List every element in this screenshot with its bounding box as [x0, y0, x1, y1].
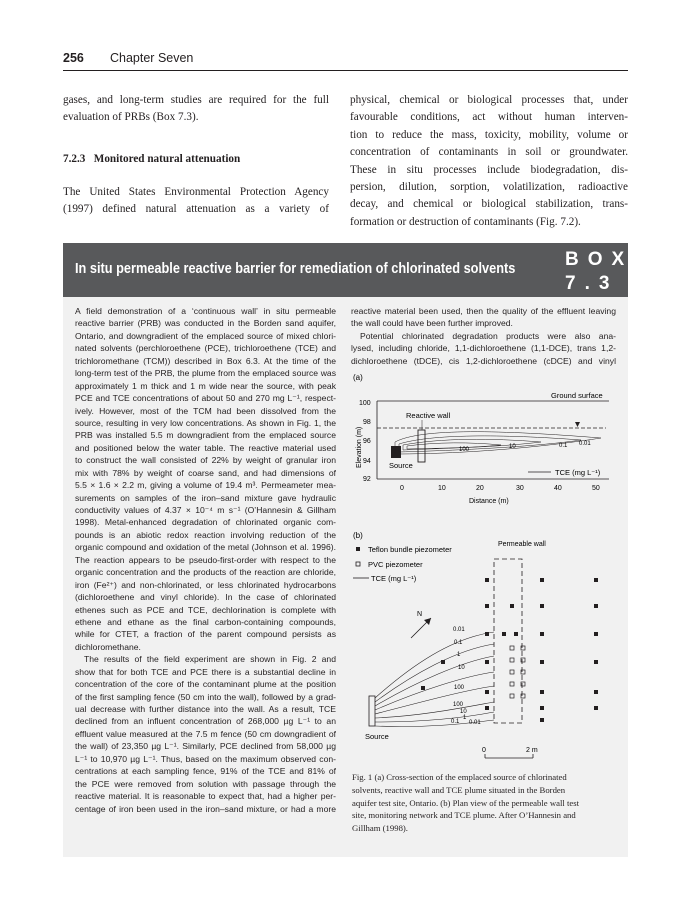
piezometer-marker: [594, 632, 598, 636]
plume-contour: [375, 632, 494, 698]
contour-label: 10: [458, 665, 465, 671]
x-tick: 0: [400, 485, 404, 492]
piezometer-marker: [510, 670, 514, 674]
text-line: The reaction appears to be pseudo-first-order with respect to the: [75, 554, 336, 565]
piezometer-marker: [540, 706, 544, 710]
y-tick: 94: [363, 458, 371, 465]
text-line: organic compound and oxidation of the metal (Johnson et al. 1996).: [75, 542, 336, 553]
legend-pvc: PVC piezometer: [368, 560, 423, 569]
reactive-wall-label: Reactive wall: [406, 411, 451, 420]
figure-caption: [352, 771, 579, 835]
text-line: show that for both TCE and PCE there is a substantial decline in: [75, 666, 336, 677]
contour-label: 1: [457, 652, 461, 658]
text-line: tion to reduce the mass, toxicity, mobility, volume or: [350, 128, 628, 141]
source-label: Source: [389, 461, 413, 470]
piezometer-marker: [594, 706, 598, 710]
box-label-number: 7.3: [565, 273, 619, 294]
scale-end: 2 m: [526, 747, 538, 754]
permeable-wall-label: Permeable wall: [498, 541, 546, 548]
y-tick: 98: [363, 419, 371, 426]
text-line: (1997) defined natural attenuation as a variety of: [63, 203, 329, 216]
piezometer-marker: [421, 686, 425, 690]
plume-contour: [375, 644, 494, 702]
contour-label: 100: [453, 702, 464, 708]
source-outline: [369, 696, 375, 726]
x-tick: 40: [554, 485, 562, 492]
text-line: (dichloroethene and vinyl chloride). In the case of chlorinated: [75, 592, 336, 603]
plume-contour: [375, 686, 494, 714]
text-line: conductivity values of 4.37 × 10⁻⁴ m s⁻¹ (O’Hannesin & Gillham: [75, 505, 336, 515]
piezometer-marker: [485, 690, 489, 694]
piezometer-marker: [540, 604, 544, 608]
right-column: [350, 92, 628, 231]
contour-label: 10: [460, 709, 467, 715]
piezometer-marker: [540, 690, 544, 694]
piezometer-marker: [510, 694, 514, 698]
text-line: ual decrease with further distance into the wall. As a result, TCE: [75, 704, 336, 714]
contour-label: 0.1: [454, 640, 463, 646]
piezometer-marker: [441, 660, 445, 664]
piezometer-marker: [510, 604, 514, 608]
source-label: Source: [365, 732, 389, 741]
text-line: declined from an influent concentration of 268,000 µg L⁻¹ to an: [75, 716, 336, 727]
scale-start: 0: [482, 747, 486, 754]
piezometer-marker: [510, 646, 514, 650]
box-left-column: [75, 305, 336, 815]
text-line: ethene and ethane as the final carbon-containing compounds,: [75, 616, 336, 627]
piezometer-marker: [485, 660, 489, 664]
contour-label: 10: [509, 444, 516, 450]
text-line: decay, and chemical or biological stabilization, trans-: [350, 198, 628, 211]
text-line: pounds is an abiotic redox reaction involving reduction of the: [75, 529, 336, 540]
text-line: L⁻¹ to 10,970 µg L⁻¹. Thus, based on the maximum observed con-: [75, 753, 336, 764]
contour-label: 0.01: [579, 441, 591, 447]
plume-contour: [375, 656, 494, 706]
text-line: the PCE were removed from solution with passage through the: [75, 778, 336, 789]
piezometer-marker: [540, 632, 544, 636]
y-tick: 96: [363, 438, 371, 445]
caption-line: Fig. 1 (a) Cross-section of the emplaced source of chlorinated: [352, 772, 567, 782]
legend-tce: TCE (mg L⁻¹): [371, 574, 417, 583]
water-table-marker: [575, 422, 580, 427]
figure-panel-a: [351, 368, 621, 508]
piezometer-marker: [485, 604, 489, 608]
contour-label: 100: [459, 447, 470, 453]
x-tick: 50: [592, 485, 600, 492]
piezometer-marker: [540, 718, 544, 722]
text-line: persion, dilution, sorption, volatilization, radioactive: [350, 180, 628, 193]
piezometer-marker: [594, 690, 598, 694]
text-line: These in situ processes include biodegradation, dis-: [350, 163, 628, 176]
caption-line: site, monitoring network and TCE plume. After O’Hannesin and: [352, 810, 576, 821]
permeable-wall: [494, 559, 522, 723]
text-line: organic concentration and the products of the reaction are chloride,: [75, 567, 336, 578]
text-line: dichloromethane.: [75, 641, 141, 652]
left-column: [63, 92, 329, 127]
text-line: ively. However, most of the TCM had been dissolved from the: [75, 405, 336, 416]
text-line: surements on samples of the iron–sand mixture gave hydraulic: [75, 492, 336, 503]
text-line: Ontario, and downgradient of the emplaced source of mixed chlori-: [75, 330, 336, 341]
text-line: source, resulting in very low concentrations. As shown in Fig. 1, the: [75, 417, 336, 428]
caption-line: Gillham (1998).: [352, 823, 408, 834]
contour-label: 0.01: [469, 720, 481, 726]
text-line: ethenes such as PCE and TCE, dechlorination is complete with: [75, 604, 336, 615]
text-line: centage of iron been used in the iron–sand mixture, or had a more: [75, 803, 336, 814]
text-line: PRB was installed 5.5 m downgradient from the emplaced source: [75, 430, 336, 441]
section-title: Monitored natural attenuation: [93, 153, 241, 165]
contour-label: 100: [454, 685, 465, 691]
chapter-title: Chapter Seven: [110, 51, 194, 65]
text-line: gases, and long-term studies are required for the full: [63, 94, 329, 106]
x-tick: 10: [438, 485, 446, 492]
plume-contour: [395, 432, 601, 454]
text-line: concentration of the core of the contaminant plume at the position: [75, 679, 336, 690]
caption-line: aquifer test site, Ontario. (b) Plan view of the permeable wall test: [352, 797, 580, 808]
box-label-word: BOX: [565, 249, 634, 270]
teflon-legend-marker: [356, 547, 360, 551]
legend-teflon: Teflon bundle piezometer: [368, 545, 452, 554]
text-line: reactive barrier (PRB) was conducted in the Borden sand aquifer,: [75, 318, 336, 329]
plume-contour: [375, 702, 494, 718]
text-line: The United States Environmental Protection Agency: [63, 186, 329, 198]
contour-label: 0.1: [559, 443, 568, 449]
text-line: physical, chemical or biological processes that, under: [350, 94, 628, 106]
text-line: 1998). Metal-enhanced degradation of chlorinated organic com-: [75, 517, 336, 528]
y-axis-label: Elevation (m): [356, 426, 363, 468]
pvc-piezometer-grid: [510, 646, 525, 698]
text-line: to construct the wall consisted of 22% by weight of granular iron: [75, 455, 336, 466]
text-line: A field demonstration of a ‘continuous wall’ in situ permeable: [75, 306, 336, 316]
text-line: concentration of contaminants in soil or groundwater.: [350, 146, 628, 159]
text-line: approximately 1 m thick and 1 m wide near the source, with peak: [75, 380, 336, 391]
text-line: The results of the field experiment are shown in Fig. 2 and: [84, 654, 336, 665]
text-line: dichloroethene (tDCE), cis 1,2-dichloroethene (cDCE) and vinyl: [351, 355, 616, 366]
piezometer-marker: [502, 632, 506, 636]
text-line: 5.5 × 1.6 × 2.2 m, giving a volume of 19.4 m³. Permeameter mea-: [75, 480, 336, 491]
teflon-piezometer-grid: [421, 578, 598, 722]
contour-label: 1: [463, 715, 467, 721]
left-column-continued: [63, 184, 329, 219]
piezometer-marker: [521, 658, 525, 662]
text-line: and positioned below the water table. The reactive material used: [75, 442, 336, 453]
text-line: iron (Fe²⁺) and non-chlorinated, or less chlorinated hydrocarbons: [75, 579, 336, 590]
text-line: while for CTET, a fraction of the parent compound persists as: [75, 629, 336, 640]
x-tick: 30: [516, 485, 524, 492]
y-tick: 92: [363, 476, 371, 483]
panel-a-label: (a): [353, 373, 363, 382]
piezometer-marker: [510, 682, 514, 686]
text-line: reactive material. It is reasonable to expect that, had a higher per-: [75, 791, 336, 802]
caption-line: solvents, reactive wall and TCE plume situated in the Borden: [352, 784, 566, 795]
section-heading: [63, 153, 240, 165]
piezometer-marker: [485, 706, 489, 710]
piezometer-marker: [540, 660, 544, 664]
text-line: lysed, including chloride, 1,1-dichloroethene (1,1-DCE), trans 1,2-: [351, 343, 616, 354]
piezometer-marker: [521, 646, 525, 650]
text-line: reactive material been used, then the quality of the effluent leaving: [351, 306, 616, 316]
text-line: nated solvents (perchloroethene (PCE), trichloroethene (TCE) and: [75, 343, 336, 354]
piezometer-marker: [521, 682, 525, 686]
text-line: Potential chlorinated degradation products were also ana-: [360, 330, 616, 341]
piezometer-marker: [521, 670, 525, 674]
page-number: 256: [63, 51, 84, 65]
text-line: formation or destruction of contaminants (Fig. 7.2).: [350, 215, 581, 228]
figure-panel-b: [351, 526, 621, 766]
box-title: In situ permeable reactive barrier for remediation of chlorinated solvents: [75, 261, 516, 277]
header-rule: [63, 70, 628, 71]
pvc-legend-marker: [356, 562, 360, 566]
piezometer-marker: [594, 660, 598, 664]
text-line: effluent value measured at the 7.5 m fence (50 cm downgradient of: [75, 728, 336, 739]
legend-label: TCE (mg L⁻¹): [555, 468, 601, 477]
ground-surface-label: Ground surface: [551, 391, 603, 400]
text-line: the wall could have been further improved.: [351, 318, 513, 329]
text-line: the wall) of 23,350 µg L⁻¹. Similarly, PCE declined from 58,000 µg: [75, 741, 336, 752]
text-line: centrations at each sampling fence, 91% of the TCE and 81% of: [75, 766, 336, 777]
north-label: N: [417, 611, 423, 618]
piezometer-marker: [540, 578, 544, 582]
text-line: favourable conditions, act without human interven-: [350, 111, 628, 124]
contour-label: 0.1: [451, 719, 460, 725]
section-number: 7.2.3: [63, 153, 86, 165]
text-line: PCE and TCE concentrations of about 50 and 270 mg L⁻¹, respect-: [75, 393, 336, 404]
text-line: mix with 78% by weight of coarse sand, and had dimensions of: [75, 467, 336, 478]
x-axis-label: Distance (m): [469, 498, 509, 505]
piezometer-marker: [485, 578, 489, 582]
contour-label: 0.01: [453, 627, 465, 633]
text-line: long-term test of the PRB, the plume from the emplaced source was: [75, 368, 336, 379]
text-line: trichloromethane (TCM)) described in Box 6.3. At the time of the: [75, 355, 336, 366]
piezometer-marker: [594, 604, 598, 608]
text-line: of the first sampling fence (50 cm into the wall), followed by a grad-: [75, 691, 336, 702]
piezometer-marker: [594, 578, 598, 582]
panel-b-label: (b): [353, 531, 363, 540]
box-label: [565, 248, 633, 296]
y-tick: 100: [359, 400, 371, 407]
piezometer-marker: [521, 694, 525, 698]
piezometer-marker: [485, 632, 489, 636]
text-line: evaluation of PRBs (Box 7.3).: [63, 111, 199, 124]
x-tick: 20: [476, 485, 484, 492]
piezometer-marker: [514, 632, 518, 636]
box-right-column: [351, 305, 616, 367]
plume-contour: [375, 672, 494, 710]
piezometer-marker: [510, 658, 514, 662]
